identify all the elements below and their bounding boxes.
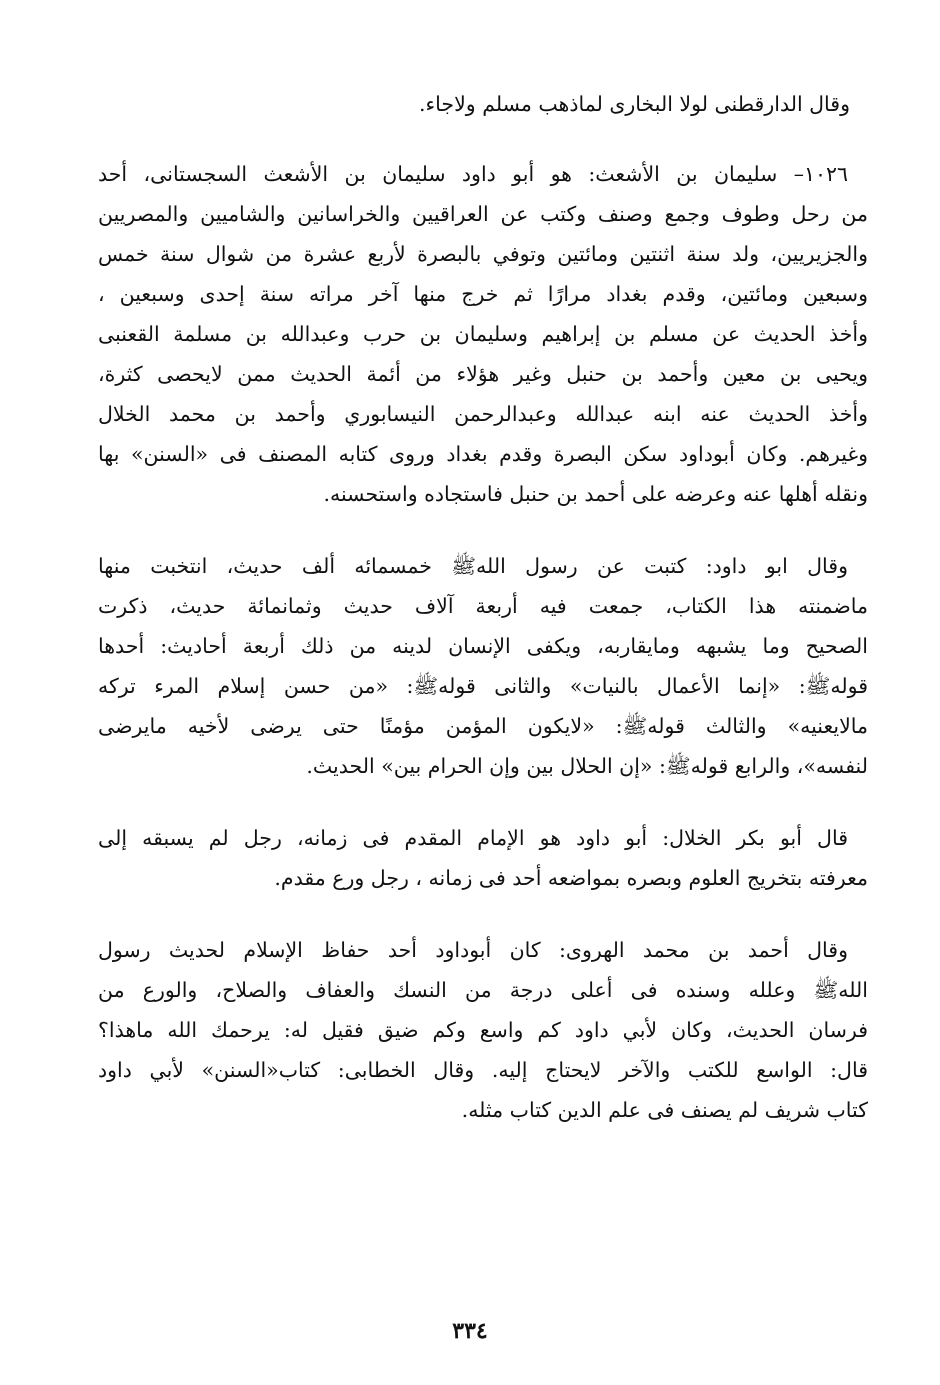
page-number: ٣٣٤ [452, 1318, 488, 1344]
text-line: والجزيريين، ولد سنة اثنتين ومائتين وتوفي بالبصرة لأربع عشرة من شوال سنة خمس [98, 242, 868, 266]
text-line: وقال الدارقطنى لولا البخارى لماذهب مسلم ولاجاء. [419, 92, 850, 116]
text-line: فرسان الحديث، وكان لأبي داود كم واسع وكم ضيق فقيل له: يرحمك الله ماهذا؟ [98, 1018, 868, 1042]
text-line: وقال ابو داود: كتبت عن رسول اللهﷺ خمسمائه ألف حديث، انتخبت منها [98, 554, 848, 578]
text-line: قال: الواسع للكتب والآخر لايحتاج إليه. وقال الخطابى: كتاب«السنن» لأبي داود [98, 1058, 868, 1082]
text-line: ماضمنته هذا الكتاب، جمعت فيه أربعة آلاف حديث وثمانمائة حديث، ذكرت [98, 594, 868, 618]
page-body [98, 84, 868, 1130]
text-line: وأخذ الحديث عن مسلم بن إبراهيم وسليمان بن حرب وعبدالله بن مسلمة القعنبى [98, 322, 868, 346]
paragraph-abu-dawud-quote [98, 546, 868, 786]
text-line: ونقله أهلها عنه وعرضه على أحمد بن حنبل فاستجاده واستحسنه. [323, 482, 868, 506]
text-line: قولهﷺ: «إنما الأعمال بالنيات» والثانى قولهﷺ: «من حسن إسلام المرء تركه [98, 674, 868, 698]
text-line: من رحل وطوف وجمع وصنف وكتب عن العراقيين والخراسانين والشاميين والمصريين [98, 202, 868, 226]
paragraph-daraqutni-quote [98, 84, 868, 124]
text-line: ١٠٢٦– سليمان بن الأشعث: هو أبو داود سليمان بن الأشعث السجستانى، أحد [98, 162, 848, 186]
text-line: كتاب شريف لم يصنف فى علم الدين كتاب مثله. [461, 1098, 868, 1122]
text-line: لنفسه»، والرابع قولهﷺ: «إن الحلال بين وإن الحرام بين» الحديث. [306, 754, 868, 778]
text-line: وسبعين ومائتين، وقدم بغداد مرارًا ثم خرج منها آخر مراته سنة إحدى وسبعين ، [98, 282, 868, 306]
paragraph-biography-entry [98, 154, 868, 514]
text-line: وغيرهم. وكان أبوداود سكن البصرة وقدم بغداد وروى كتابه المصنف فى «السنن» بها [98, 442, 868, 466]
text-line: مالايعنيه» والثالث قولهﷺ: «لايكون المؤمن مؤمنًا حتى يرضى لأخيه مايرضى [98, 714, 868, 738]
paragraph-harawi-quote [98, 930, 868, 1130]
text-line: الصحيح وما يشبهه ومايقاربه، ويكفى الإنسان لدينه من ذلك أربعة أحاديث: أحدها [98, 634, 868, 658]
text-line: اللهﷺ وعلله وسنده فى أعلى درجة من النسك والعفاف والصلاح، والورع من [98, 978, 868, 1002]
text-line: وقال أحمد بن محمد الهروى: كان أبوداود أحد حفاظ الإسلام لحديث رسول [98, 938, 848, 962]
paragraph-khallal-quote [98, 818, 868, 898]
text-line: معرفته بتخريج العلوم وبصره بمواضعه أحد فى زمانه ، رجل ورع مقدم. [274, 866, 868, 890]
text-line: وأخذ الحديث عنه ابنه عبدالله وعبدالرحمن النيسابوري وأحمد بن محمد الخلال [98, 402, 868, 426]
text-line: ويحيى بن معين وأحمد بن حنبل وغير هؤلاء من أئمة الحديث ممن لايحصى كثرة، [98, 362, 868, 386]
text-line: قال أبو بكر الخلال: أبو داود هو الإمام المقدم فى زمانه، رجل لم يسبقه إلى [98, 826, 848, 850]
